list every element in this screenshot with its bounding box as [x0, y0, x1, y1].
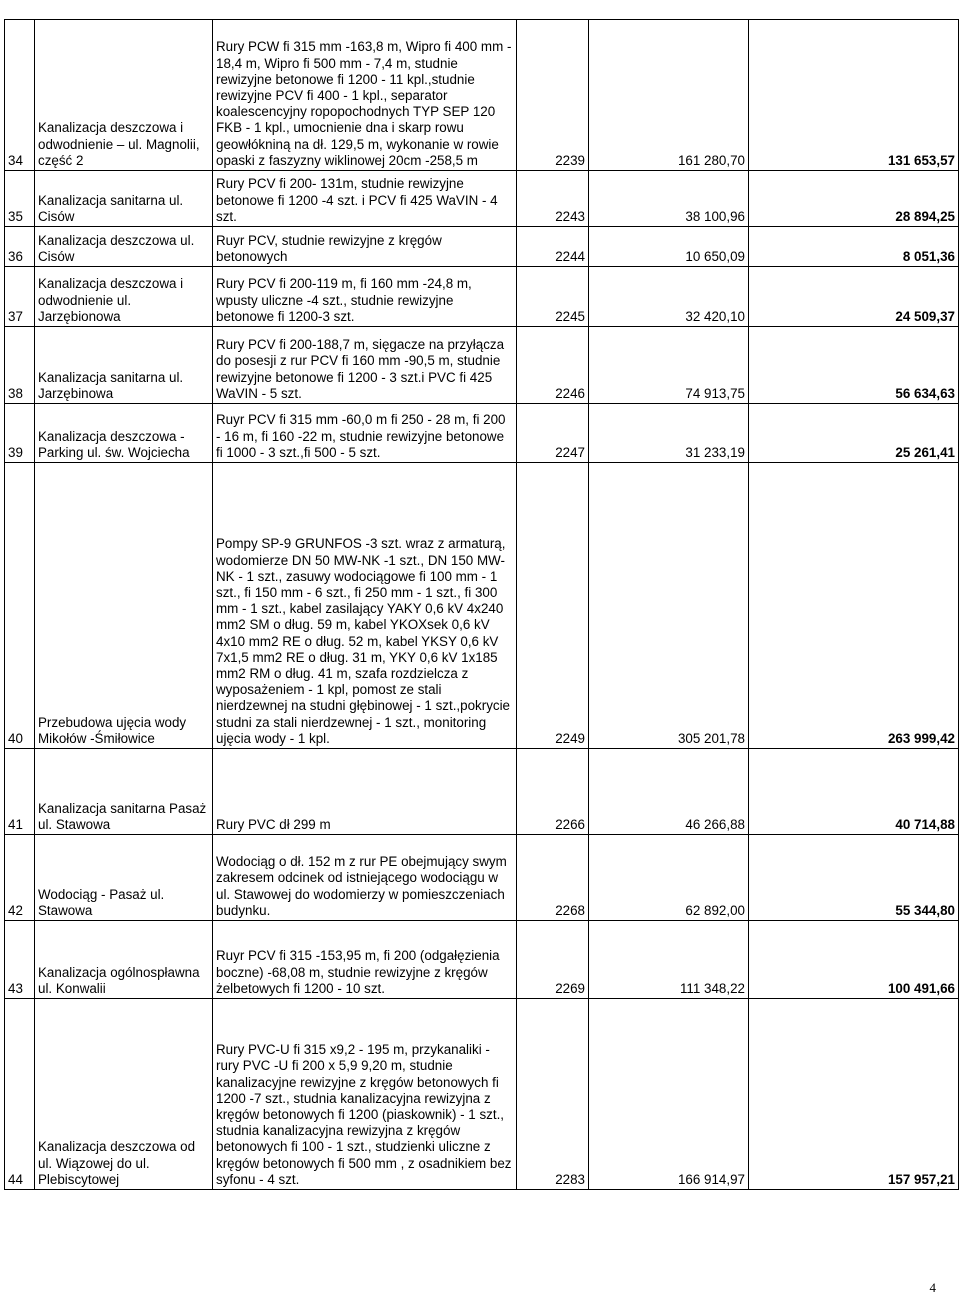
item-name: Kanalizacja deszczowa ul. Cisów — [35, 227, 213, 267]
net-value: 157 957,21 — [749, 999, 959, 1190]
row-number: 42 — [5, 835, 35, 921]
inventory-code: 2249 — [517, 463, 589, 749]
item-description: Wodociąg o dł. 152 m z rur PE obejmujący swym zakresem odcinek od istniejącego wodociągu w ul. Stawowej do wodomierzy w pomieszczeniach budynku. — [213, 835, 517, 921]
initial-value: 10 650,09 — [589, 227, 749, 267]
initial-value: 32 420,10 — [589, 267, 749, 327]
item-description: Rury PCV fi 200-119 m, fi 160 mm -24,8 m, wpusty uliczne -4 szt., studnie rewizyjne betonowe fi 1200-3 szt. — [213, 267, 517, 327]
table-row — [5, 999, 959, 1190]
table-row — [5, 463, 959, 749]
item-description: Ruyr PCV fi 315 mm -60,0 m fi 250 - 28 m, fi 200 - 16 m, fi 160 -22 m, studnie rewizyjne betonowe fi 1000 - 3 szt.,fi 500 - 5 szt. — [213, 404, 517, 463]
table-row — [5, 267, 959, 327]
net-value: 55 344,80 — [749, 835, 959, 921]
table-row — [5, 921, 959, 999]
item-name: Wodociąg - Pasaż ul. Stawowa — [35, 835, 213, 921]
item-description: Rury PCV fi 200- 131m, studnie rewizyjne betonowe fi 1200 -4 szt. i PCV fi 425 WaVIN - 4 szt. — [213, 171, 517, 227]
net-value: 263 999,42 — [749, 463, 959, 749]
initial-value: 111 348,22 — [589, 921, 749, 999]
inventory-code: 2269 — [517, 921, 589, 999]
item-description: Ruyr PCV fi 315 -153,95 m, fi 200 (odgałęzienia boczne) -68,08 m, studnie rewizyjne z kręgów żelbetowych fi 1200 - 10 szt. — [213, 921, 517, 999]
asset-table — [4, 19, 959, 1190]
initial-value: 31 233,19 — [589, 404, 749, 463]
table-row — [5, 20, 959, 171]
table-row — [5, 327, 959, 404]
inventory-code: 2243 — [517, 171, 589, 227]
row-number: 36 — [5, 227, 35, 267]
table-row — [5, 749, 959, 835]
item-name: Kanalizacja sanitarna Pasaż ul. Stawowa — [35, 749, 213, 835]
table-row — [5, 171, 959, 227]
item-name: Kanalizacja sanitarna ul. Jarzębinowa — [35, 327, 213, 404]
row-number: 38 — [5, 327, 35, 404]
row-number: 39 — [5, 404, 35, 463]
item-description: Rury PCV fi 200-188,7 m, sięgacze na przyłącza do posesji z rur PCV fi 160 mm -90,5 m, studnie rewizyjne betonowe fi 1200 - 3 szt.i PVC fi 425 WaVIN - 5 szt. — [213, 327, 517, 404]
inventory-code: 2266 — [517, 749, 589, 835]
item-description: Pompy SP-9 GRUNFOS -3 szt. wraz z armaturą, wodomierze DN 50 MW-NK -1 szt., DN 150 MW-NK - 1 szt., zasuwy wodociągowe fi 100 mm - 1 szt., fi 150 mm - 6 szt., fi 250 mm - 1 szt., fi 300 mm - 1 szt., kabel zasilający YAKY 0,6 kV 4x240 mm2 SM o dług. 59 m, kabel YKOXsek 0,6 kV 4x10 mm2 RE o dług. 52 m, kabel YKSY 0,6 kV 7x1,5 mm2 RE o dług. 31 m, YKY 0,6 kV 1x185 mm2 RM o dług. 41 m, szafa rozdzielcza z wyposażeniem - 1 kpl, pomost ze stali nierdzewnej na studni głębinowej - 1 szt.,pokrycie studni za stali nierdzewnej - 1 szt., monitoring ujęcia wody - 1 kpl. — [213, 463, 517, 749]
inventory-code: 2245 — [517, 267, 589, 327]
inventory-code: 2247 — [517, 404, 589, 463]
row-number: 43 — [5, 921, 35, 999]
table-row — [5, 835, 959, 921]
initial-value: 46 266,88 — [589, 749, 749, 835]
initial-value: 305 201,78 — [589, 463, 749, 749]
item-name: Kanalizacja sanitarna ul. Cisów — [35, 171, 213, 227]
item-name: Kanalizacja deszczowa i odwodnienie ul. Jarzębionowa — [35, 267, 213, 327]
net-value: 25 261,41 — [749, 404, 959, 463]
item-name: Kanalizacja deszczowa od ul. Wiązowej do ul. Plebiscytowej — [35, 999, 213, 1190]
inventory-code: 2268 — [517, 835, 589, 921]
inventory-code: 2239 — [517, 20, 589, 171]
inventory-code: 2244 — [517, 227, 589, 267]
net-value: 56 634,63 — [749, 327, 959, 404]
initial-value: 38 100,96 — [589, 171, 749, 227]
net-value: 40 714,88 — [749, 749, 959, 835]
table-row — [5, 404, 959, 463]
initial-value: 62 892,00 — [589, 835, 749, 921]
row-number: 37 — [5, 267, 35, 327]
inventory-code: 2246 — [517, 327, 589, 404]
table-row — [5, 227, 959, 267]
initial-value: 74 913,75 — [589, 327, 749, 404]
inventory-code: 2283 — [517, 999, 589, 1190]
row-number: 40 — [5, 463, 35, 749]
net-value: 131 653,57 — [749, 20, 959, 171]
net-value: 100 491,66 — [749, 921, 959, 999]
net-value: 8 051,36 — [749, 227, 959, 267]
item-description: Rury PCW fi 315 mm -163,8 m, Wipro fi 400 mm - 18,4 m, Wipro fi 500 mm - 7,4 m, studnie rewizyjne betonowe fi 1200 - 11 kpl.,studnie rewizyjne PCV fi 400 - 1 kpl., separator koalescencyjny ropopochodnych TYP SEP 120 FKB - 1 kpl., umocnienie dna i skarp rowu geowłókniną na dł. 129,5 m, wykonanie w rowie opaski z faszyzny wiklinowej 20cm -258,5 m — [213, 20, 517, 171]
row-number: 35 — [5, 171, 35, 227]
item-name: Przebudowa ujęcia wody Mikołów -Śmiłowice — [35, 463, 213, 749]
page-number: 4 — [929, 1280, 936, 1295]
initial-value: 161 280,70 — [589, 20, 749, 171]
item-name: Kanalizacja ogólnospławna ul. Konwalii — [35, 921, 213, 999]
item-name: Kanalizacja deszczowa i odwodnienie – ul. Magnolii, część 2 — [35, 20, 213, 171]
initial-value: 166 914,97 — [589, 999, 749, 1190]
item-description: Rury PVC-U fi 315 x9,2 - 195 m, przykanaliki - rury PVC -U fi 200 x 5,9 9,20 m, studnie kanalizacyjne rewizyjne z kręgów betonowych fi 1200 -7 szt., studnia kanalizacyjna rewizyjna z kręgów betonowych fi 1200 (piaskownik) - 1 szt., studnia kanalizacyjna rewizyjna z kręgów betonowych fi 100 - 1 szt., studzienki uliczne z kręgów betonowych fi 500 mm , z osadnikiem bez syfonu - 4 szt. — [213, 999, 517, 1190]
asset-table-body — [5, 20, 959, 1190]
item-description: Ruyr PCV, studnie rewizyjne z kręgów betonowych — [213, 227, 517, 267]
row-number: 34 — [5, 20, 35, 171]
row-number: 44 — [5, 999, 35, 1190]
row-number: 41 — [5, 749, 35, 835]
item-name: Kanalizacja deszczowa -Parking ul. św. Wojciecha — [35, 404, 213, 463]
item-description: Rury PVC dł 299 m — [213, 749, 517, 835]
net-value: 28 894,25 — [749, 171, 959, 227]
net-value: 24 509,37 — [749, 267, 959, 327]
